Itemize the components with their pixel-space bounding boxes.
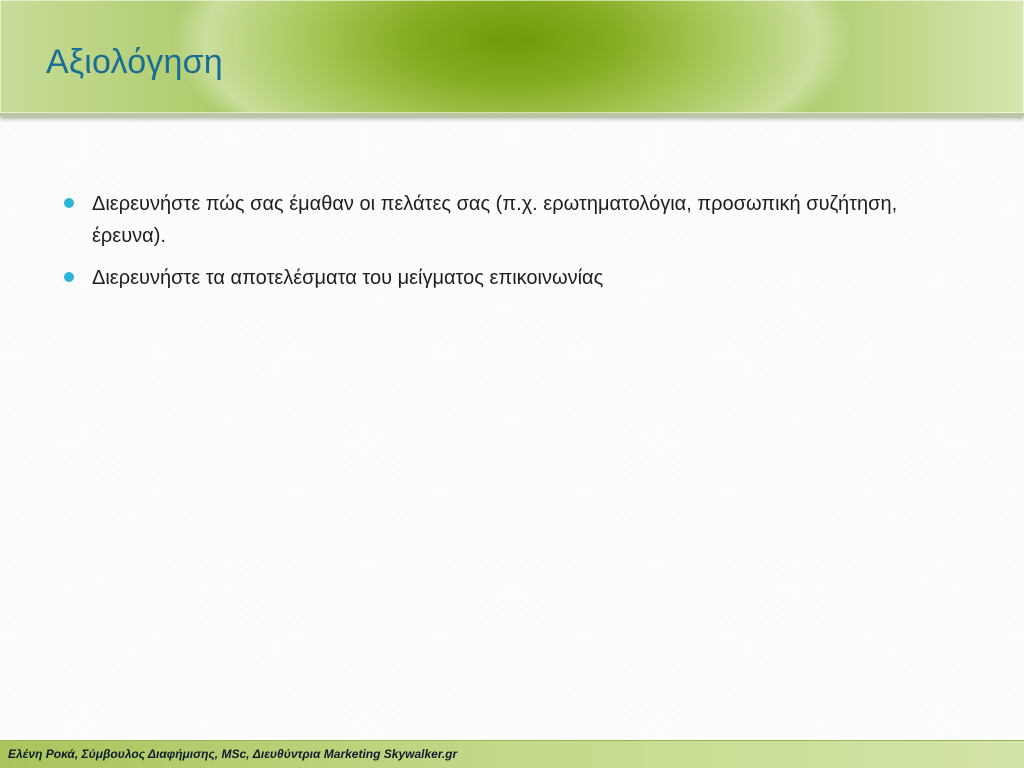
footer-text: Ελένη Ροκά, Σύμβουλος Διαφήμισης, MSc, Διευθύντρια Marketing Skywalker.gr [8,747,458,761]
bullet-dot-icon [64,272,74,282]
footer-bar [0,740,1024,768]
bullet-text: Διερευνήστε πώς σας έμαθαν οι πελάτες σας (π.χ. ερωτηματολόγια, προσωπική συζήτηση, έρευνα). [92,193,898,247]
slide-title: Αξιολόγηση [46,43,223,81]
bullet-item [62,188,962,252]
bullet-item [62,262,962,294]
title-bar [0,0,1024,116]
bullet-dot-icon [64,198,74,208]
slide-content [62,188,962,304]
bullet-text: Διερευνήστε τα αποτελέσματα του μείγματος επικοινωνίας [92,267,604,289]
bullet-list [62,188,962,294]
